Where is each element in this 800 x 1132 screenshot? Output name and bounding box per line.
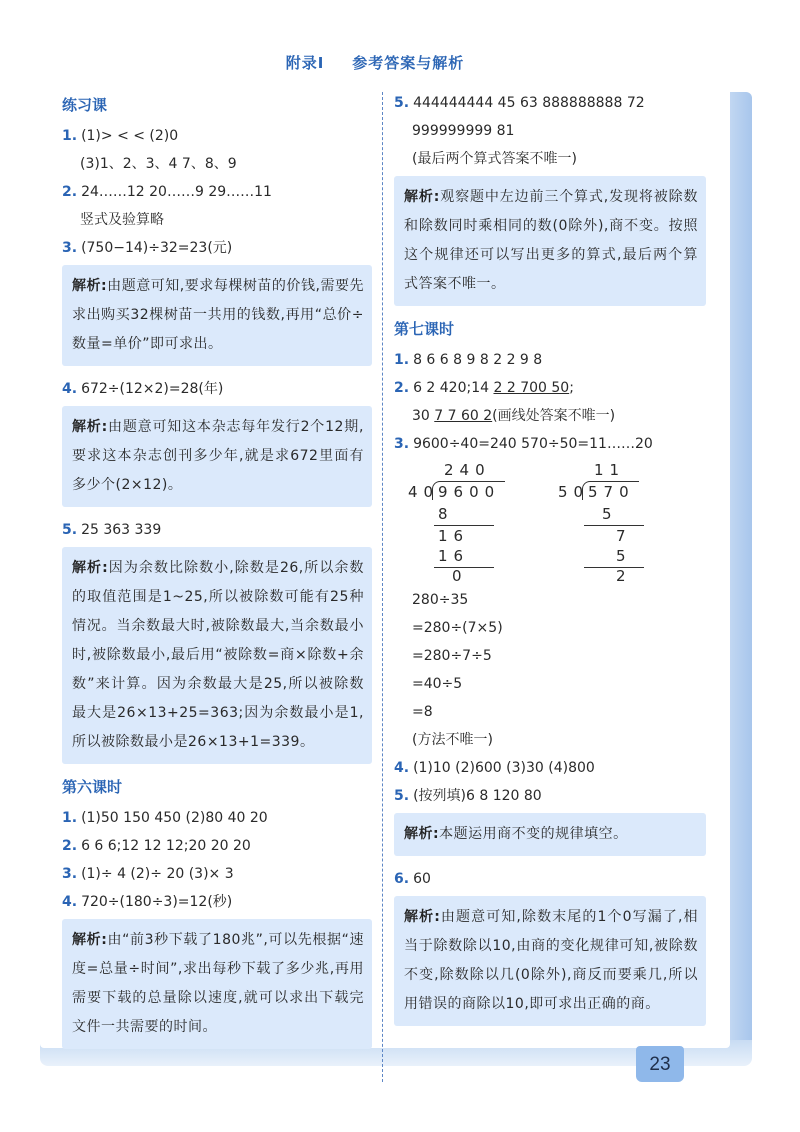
step-subtract: 5 [616,547,632,565]
final-remainder: 2 [616,567,632,585]
answer-2-cont: 竖式及验算略 [80,212,164,228]
section-title-lesson-6: 第六课时 [62,778,123,796]
long-division-work [394,461,706,585]
explanation-text: 观察题中左边前三个算式,发现将被除数和除数同时乘相同的数(0除外),商不变。按照这个规律还可以写出更多的算式,最后两个算式答案不唯一。 [404,189,698,292]
divisor: 40 [408,483,440,501]
answer-text: (按列填)6 8 120 80 [413,788,542,804]
explanation-box [62,265,372,366]
lesson6-answer-4 [62,891,372,913]
explanation-text: 由题意可知这本杂志每年发行2个12期,要求这本杂志创刊多少年,就是求672里面有多少个(2×12)。 [72,419,365,493]
answer-text: (1)÷ 4 (2)÷ 20 (3)× 3 [81,866,234,882]
question-number: 5. [62,522,78,538]
answer-1 [62,125,372,147]
explanation-text: 由题意可知,要求每棵树苗的价钱,需要先求出购买32棵树苗一共用的钱数,再用“总价÷数量=单价”即可求出。 [72,278,364,352]
answer-text: 24……12 20……9 29……11 [81,184,272,200]
question-number: 4. [62,381,78,397]
division-line [584,525,644,526]
answer-3 [62,237,372,259]
calc-step: =8 [412,704,433,720]
answer-text: 6 2 420;14 [413,380,494,396]
left-column [62,92,372,1061]
lesson7-answer-2-cont [394,405,706,427]
calc-step: =280÷(7×5) [412,620,503,636]
calc-step: =40÷5 [412,676,463,692]
question-number: 3. [394,436,410,452]
underlined-answer: 7 7 60 2 [434,408,493,424]
explanation-box [62,547,372,764]
question-number: 3. [62,866,78,882]
step-remainder: 16 [438,527,470,545]
answer-1-cont: (3)1、2、3、4 7、8、9 [80,156,237,172]
division-line [434,525,494,526]
explanation-label: 解析: [72,932,108,948]
question-number: 1. [62,810,78,826]
lesson7-answer-2 [394,377,706,399]
question-number: 6. [394,871,410,887]
division-line [584,567,644,568]
explanation-box [62,919,372,1049]
page-header [40,52,710,73]
appendix-label: 附录Ⅰ [285,54,325,72]
dividend: 9600 [438,483,501,501]
lesson6-answer-3 [62,863,372,885]
lesson7-answer-1 [394,349,706,371]
answer-5-line-2: 999999999 81 [412,123,515,139]
final-remainder: 0 [452,567,468,585]
step-subtract: 16 [438,547,470,565]
answer-text: (750−14)÷32=23(元) [81,240,233,256]
section-title-practice: 练习课 [62,96,108,114]
question-number: 4. [394,760,410,776]
answer-5-note: (最后两个算式答案不唯一) [412,151,577,167]
column-divider [382,92,383,1082]
step-subtract: 5 [602,505,618,523]
dividend: 570 [588,483,635,501]
question-number: 2. [62,838,78,854]
question-number: 4. [62,894,78,910]
lesson7-answer-4 [394,757,706,779]
answer-page [40,40,730,1048]
explanation-box [394,176,706,306]
answer-5 [62,519,372,541]
calc-step: =280÷7÷5 [412,648,492,664]
explanation-text: 由题意可知,除数末尾的1个0写漏了,相当于除数除以10,由商的变化规律可知,被除数不变,除数除以几(0除外),商反而要乘几,所以用错误的商除以10,即可求出正确的商。 [404,909,698,1012]
page-title: 参考答案与解析 [352,54,465,72]
lesson7-answer-5 [394,785,706,807]
answer-note: (画线处答案不唯一) [492,408,616,424]
answer-text: (1)10 (2)600 (3)30 (4)800 [413,760,595,776]
calc-step: 280÷35 [412,592,469,608]
answer-text: ; [569,380,574,396]
answer-text: 25 363 339 [81,522,162,538]
step-subtract: 8 [438,505,454,523]
answer-text: (1)50 150 450 (2)80 40 20 [81,810,268,826]
lesson7-answer-6 [394,868,706,890]
explanation-label: 解析: [72,278,108,294]
question-number: 1. [62,128,78,144]
lesson6-answer-1 [62,807,372,829]
explanation-text: 本题运用商不变的规律填空。 [439,826,628,842]
answer-text: (1)> < < (2)0 [81,128,179,144]
question-number: 1. [394,352,410,368]
explanation-box [394,813,706,856]
explanation-text: 由“前3秒下载了180兆”,可以先根据“速度=总量÷时间”,求出每秒下载了多少兆,再用需要下载的总量除以速度,就可以求出下载完文件一共需要的时间。 [72,932,364,1035]
explanation-label: 解析: [404,909,441,925]
page-number: 23 [636,1046,684,1082]
answer-text: 444444444 45 63 888888888 72 [413,95,645,111]
question-number: 5. [394,95,410,111]
quotient: 240 [444,461,491,479]
lesson6-answer-2 [62,835,372,857]
section-title-lesson-7: 第七课时 [394,320,455,338]
explanation-label: 解析: [404,189,440,205]
answer-text: 9600÷40=240 570÷50=11……20 [413,436,653,452]
underlined-answer: 2 2 700 50 [493,380,570,396]
explanation-box [62,406,372,507]
divisor: 50 [558,483,590,501]
answer-5-cont [394,92,706,114]
answer-2 [62,181,372,203]
answer-4 [62,378,372,400]
question-number: 2. [394,380,410,396]
step-remainder: 7 [616,527,632,545]
answer-text: 6 6 6;12 12 12;20 20 20 [81,838,251,854]
answer-text: 8 6 6 8 9 8 2 2 9 8 [413,352,543,368]
question-number: 5. [394,788,410,804]
calc-note: (方法不唯一) [412,732,493,748]
answer-text: 30 [412,408,435,424]
explanation-text: 因为余数比除数小,除数是26,所以余数的取值范围是1~25,所以被除数可能有25种情况。当余数最大时,被除数最大,当余数最小时,被除数最小,最后用“被除数=商×除数+余数”来计算。因为余数最大是25,所以被除数最大是26×13+25=363;因为余数最小是1,所以被除数最小是26×13+1=339。 [72,560,364,750]
answer-text: 60 [413,871,431,887]
explanation-label: 解析: [72,419,108,435]
right-column [394,92,706,1038]
question-number: 3. [62,240,78,256]
question-number: 2. [62,184,78,200]
lesson7-answer-3 [394,433,706,455]
answer-text: 720÷(180÷3)=12(秒) [81,894,233,910]
explanation-label: 解析: [72,560,109,576]
quotient: 11 [594,461,626,479]
explanation-box [394,896,706,1026]
explanation-label: 解析: [404,826,440,842]
answer-text: 672÷(12×2)=28(年) [81,381,224,397]
